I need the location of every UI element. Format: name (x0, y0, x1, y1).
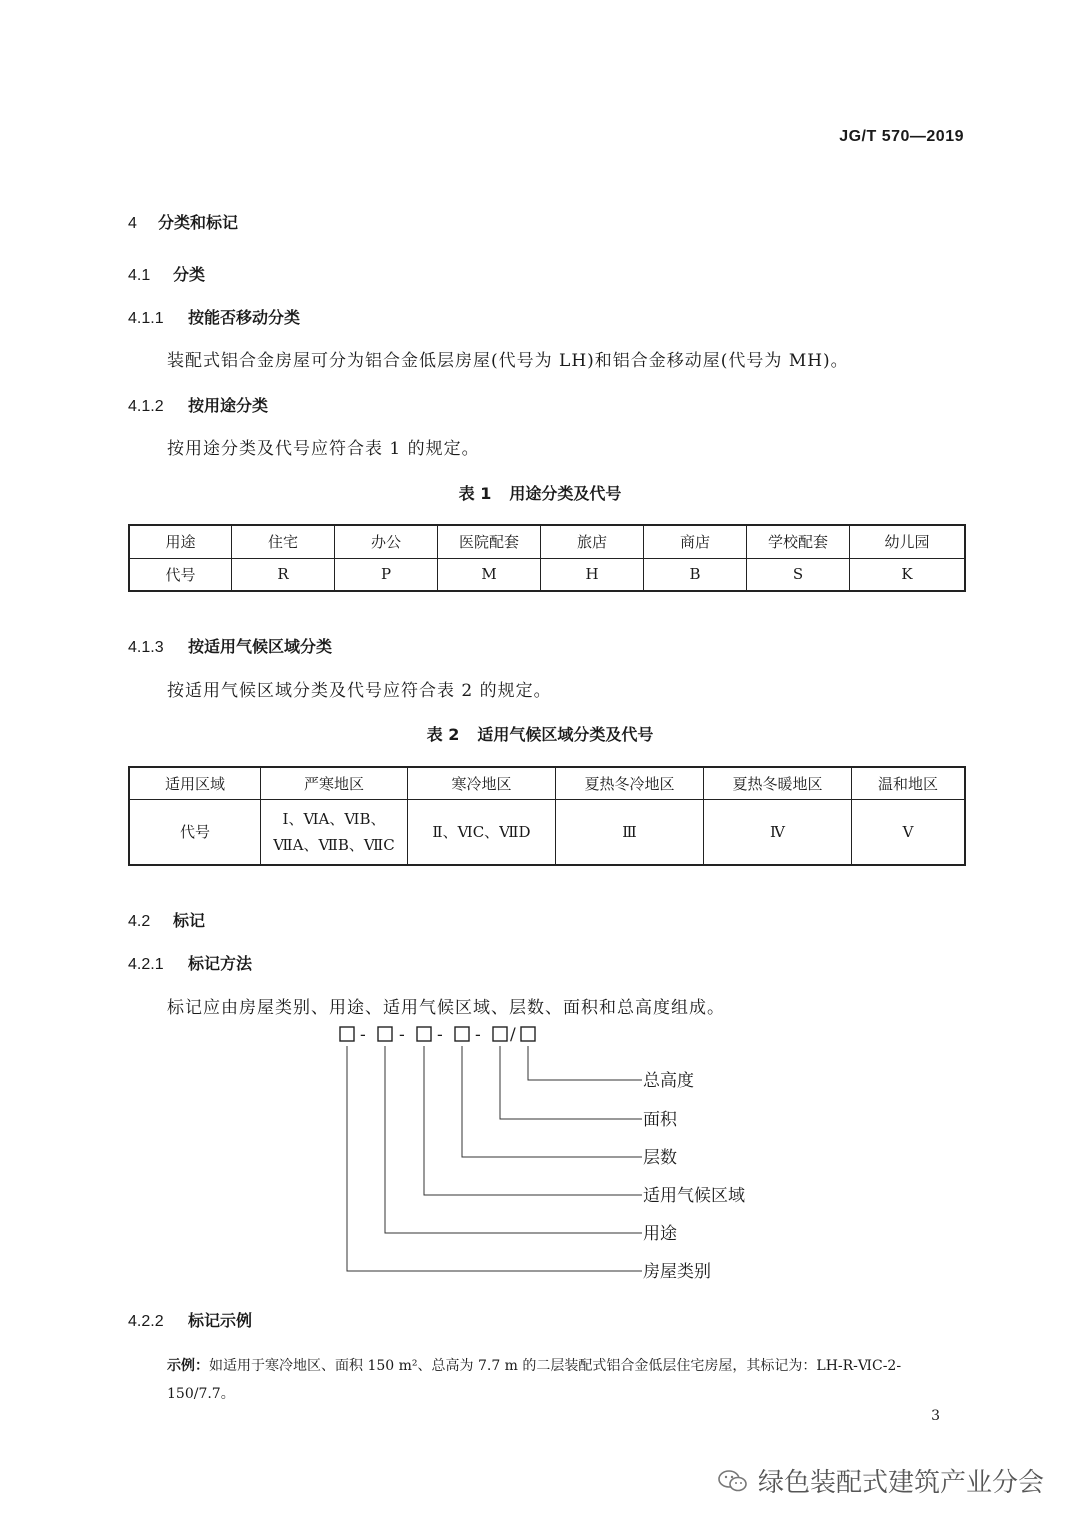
caption-title: 适用气候区域分类及代号 (477, 725, 654, 744)
section-4-1-3-heading (128, 634, 332, 657)
section-title: 分类 (173, 265, 206, 284)
table-cell: 代号 (129, 558, 232, 591)
table-cell: 寒冷地区 (408, 767, 556, 799)
page-number: 3 (931, 1408, 940, 1424)
leader-line-climate (424, 1046, 642, 1195)
section-number: 4.1.1 (128, 310, 164, 327)
table-cell: Ⅴ (852, 799, 966, 865)
section-4-1-2-heading (128, 393, 268, 416)
table-cell: Ⅲ (556, 799, 704, 865)
section-4-1-1-heading (128, 305, 300, 328)
marking-diagram (330, 1020, 790, 1290)
table-cell: 夏热冬暖地区 (704, 767, 852, 799)
section-4-heading (128, 210, 238, 233)
table-cell: M (438, 558, 541, 591)
table-cell: Ⅱ、ⅥC、ⅦD (408, 799, 556, 865)
watermark (718, 1462, 1044, 1499)
section-4-1-2-body: 按用途分类及代号应符合表 1 的规定。 (167, 439, 480, 459)
wechat-icon (718, 1469, 748, 1493)
table-cell: P (335, 558, 438, 591)
table-cell: 适用区域 (129, 767, 261, 799)
separator: - (399, 1025, 405, 1045)
section-title: 分类和标记 (158, 213, 239, 232)
section-title: 标记方法 (188, 954, 253, 973)
label-floors: 层数 (643, 1148, 677, 1168)
table-cell: H (541, 558, 644, 591)
standard-number: JG/T 570—2019 (839, 128, 964, 145)
section-number: 4.1 (128, 267, 151, 284)
section-number: 4.2.1 (128, 956, 164, 973)
table-header-row (129, 525, 965, 558)
table-cell: K (850, 558, 966, 591)
table-1-caption (0, 481, 1080, 504)
caption-number: 表 2 (426, 725, 460, 744)
leader-line-floors (462, 1046, 642, 1157)
table-cell (261, 799, 408, 865)
code-box-house-type (340, 1027, 354, 1041)
table-cell: Ⅳ (704, 799, 852, 865)
table-1 (128, 524, 966, 592)
section-4-1-3-body: 按适用气候区域分类及代号应符合表 2 的规定。 (167, 681, 552, 701)
label-area: 面积 (643, 1110, 677, 1130)
label-climate: 适用气候区域 (643, 1186, 745, 1206)
section-title: 按用途分类 (188, 396, 269, 415)
code-box-floors (455, 1027, 469, 1041)
table-cell: 夏热冬冷地区 (556, 767, 704, 799)
section-title: 按能否移动分类 (188, 308, 301, 327)
table-header-row (129, 767, 965, 799)
cell-line: Ⅰ、ⅥA、ⅥB、 (282, 809, 386, 828)
section-4-2-1-heading (128, 951, 252, 974)
separator: - (475, 1025, 481, 1045)
table-cell: 温和地区 (852, 767, 966, 799)
table-cell: S (747, 558, 850, 591)
table-cell: R (232, 558, 335, 591)
section-title: 标记 (173, 911, 206, 930)
caption-number: 表 1 (458, 484, 492, 503)
watermark-text: 绿色装配式建筑产业分会 (757, 1468, 1044, 1498)
section-4-1-heading (128, 262, 205, 285)
example-text: 如适用于寒冷地区、面积 150 m²、总高为 7.7 m 的二层装配式铝合金低层住宅房屋，其标记为：LH-R-ⅥC-2-150/7.7。 (167, 1358, 902, 1402)
table-cell: 办公 (335, 525, 438, 558)
separator: - (360, 1025, 366, 1045)
separator: / (510, 1025, 516, 1045)
table-row (129, 799, 965, 865)
example-label: 示例： (167, 1358, 209, 1374)
section-4-1-1-body: 装配式铝合金房屋可分为铝合金低层房屋(代号为 LH)和铝合金移动屋(代号为 MH)。 (167, 351, 849, 371)
section-4-2-2-heading (128, 1308, 252, 1331)
section-number: 4.1.3 (128, 639, 164, 656)
section-title: 标记示例 (188, 1311, 253, 1330)
table-cell: 幼儿园 (850, 525, 966, 558)
table-cell: 医院配套 (438, 525, 541, 558)
code-box-usage (378, 1027, 392, 1041)
code-box-area (493, 1027, 507, 1041)
section-number: 4.1.2 (128, 398, 164, 415)
label-house-type: 房屋类别 (643, 1262, 711, 1282)
leader-line-area (500, 1046, 642, 1119)
leader-line-height (528, 1046, 642, 1080)
table-cell: 代号 (129, 799, 261, 865)
table-cell: 商店 (644, 525, 747, 558)
table-2 (128, 766, 966, 866)
section-number: 4.2.2 (128, 1313, 164, 1330)
table-row (129, 558, 965, 591)
separator: - (437, 1025, 443, 1045)
code-box-climate (417, 1027, 431, 1041)
cell-line: ⅦA、ⅦB、ⅦC (273, 835, 395, 854)
table-cell: 学校配套 (747, 525, 850, 558)
table-cell: 严寒地区 (261, 767, 408, 799)
section-4-2-1-body: 标记应由房屋类别、用途、适用气候区域、层数、面积和总高度组成。 (167, 998, 725, 1018)
table-2-caption (0, 722, 1080, 745)
table-cell: 用途 (129, 525, 232, 558)
caption-title: 用途分类及代号 (509, 484, 622, 503)
table-cell: 旅店 (541, 525, 644, 558)
section-number: 4 (128, 215, 137, 232)
section-title: 按适用气候区域分类 (188, 637, 333, 656)
section-number: 4.2 (128, 913, 151, 930)
label-usage: 用途 (643, 1224, 677, 1244)
table-cell: 住宅 (232, 525, 335, 558)
example-paragraph (167, 1352, 967, 1408)
label-total-height: 总高度 (643, 1071, 694, 1091)
code-box-height (521, 1027, 535, 1041)
section-4-2-heading (128, 908, 205, 931)
table-cell: B (644, 558, 747, 591)
